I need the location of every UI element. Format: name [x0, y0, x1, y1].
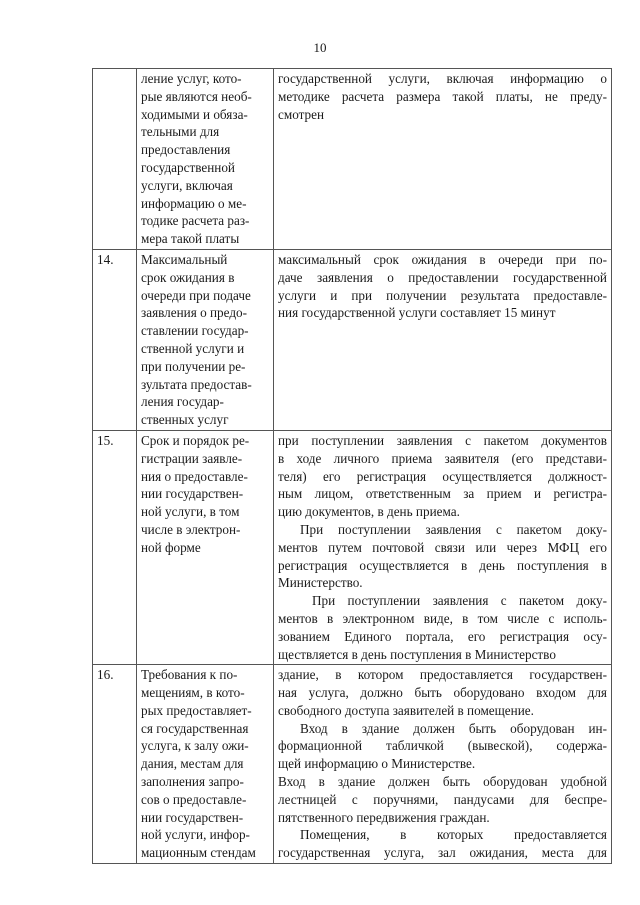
name-line: при получении ре- — [141, 358, 246, 374]
name-line: ной услуги, в том — [141, 504, 240, 520]
text-line: ществляется в день поступления в Министерство — [278, 646, 556, 662]
name-line: заполнения запро- — [141, 774, 244, 790]
requirement-text — [274, 665, 612, 864]
name-line: мационным стендам — [141, 845, 256, 861]
name-line: заявления о предо- — [141, 305, 248, 321]
text-line: свободного доступа заявителей в помещение. — [278, 702, 534, 718]
name-line: информацию о ме- — [141, 195, 247, 211]
text-line: государственной услуги, включая информацию о — [278, 71, 607, 86]
requirement-text — [274, 69, 612, 250]
name-line: сов о предоставле- — [141, 791, 247, 807]
text-line: Вход в здание должен быть оборудован ин- — [300, 720, 607, 736]
row-number: 16. — [93, 665, 137, 864]
text-line: лестницей с поручнями, пандусами для беспре- — [278, 791, 607, 807]
name-line: ся государственная — [141, 720, 249, 736]
name-line: очереди при подаче — [141, 287, 251, 303]
name-line: предоставления — [141, 142, 231, 158]
text-line: ная услуга, должно быть оборудовано входом для — [278, 685, 607, 701]
text-line: щей информацию о Министерстве. — [278, 756, 476, 772]
name-line: нии государствен- — [141, 486, 244, 502]
name-line: Срок и порядок ре- — [141, 432, 250, 448]
text-line: государственная услуга, зал ожидания, места для — [278, 845, 607, 861]
text-line: При поступлении заявления с пакетом доку- — [300, 521, 607, 537]
name-line: числе в электрон- — [141, 521, 241, 537]
text-line: здание, в котором предоставляется государствен- — [278, 667, 607, 683]
name-line: ления государ- — [141, 394, 224, 410]
name-line: рые являются необ- — [141, 88, 252, 104]
text-line: ным лицом, ответственным за прием и регистра- — [278, 486, 607, 502]
text-line: регистрация осуществляется в день поступления в — [278, 557, 607, 573]
text-line: При поступлении заявления с пакетом доку- — [312, 593, 607, 609]
page-number: 10 — [313, 40, 327, 55]
name-line: гистрации заявле- — [141, 450, 243, 466]
services-table — [92, 68, 612, 864]
text-line: при поступлении заявления с пакетом документов — [278, 432, 607, 448]
text-line: Помещения, в которых предоставляется — [300, 827, 607, 843]
requirement-text — [274, 249, 612, 430]
text-line: формационной табличкой (вывеской), содержа- — [278, 738, 607, 754]
text-line: зованием Единого портала, его регистрация осу- — [278, 628, 607, 644]
name-line: государственной — [141, 159, 235, 175]
requirement-name — [137, 665, 274, 864]
name-line: нии государствен- — [141, 809, 244, 825]
requirement-name — [137, 69, 274, 250]
name-line: ственной услуги и — [141, 340, 245, 356]
text-line: ния государственной услуги составляет 15 минут — [278, 305, 556, 321]
name-line: дания, местам для — [141, 756, 244, 772]
requirement-name — [137, 430, 274, 664]
text-line: ментов в электронном виде, в том числе с исполь- — [278, 610, 607, 626]
row-number: 15. — [93, 430, 137, 664]
text-line: максимальный срок ожидания в очереди при по- — [278, 251, 607, 267]
text-line: пятственного передвижения граждан. — [278, 809, 490, 825]
text-line: Вход в здание должен быть оборудован удобной — [278, 774, 607, 790]
name-line: мещениям, в кото- — [141, 685, 245, 701]
text-line: ментов путем почтовой связи или через МФЦ его — [278, 539, 607, 555]
text-line: методике расчета размера такой платы, не преду- — [278, 88, 607, 104]
name-line: ходимыми и обяза- — [141, 106, 248, 122]
name-line: тодике расчета раз- — [141, 213, 250, 229]
name-line: рых предоставляет- — [141, 702, 252, 718]
table-row — [93, 430, 612, 664]
text-line: теля) его регистрация осуществляется должност- — [278, 468, 607, 484]
name-line: ной форме — [141, 539, 201, 555]
text-line: цию документов, в день приема. — [278, 504, 460, 520]
table-row — [93, 665, 612, 864]
row-number: 14. — [93, 249, 137, 430]
requirement-text — [274, 430, 612, 664]
name-line: услуги, включая — [141, 177, 233, 193]
table-row — [93, 249, 612, 430]
name-line: мера такой платы — [141, 231, 240, 247]
name-line: ния о предоставле- — [141, 468, 248, 484]
text-line: услуги и при получении результата предоставле- — [278, 287, 607, 303]
name-line: услуга, к залу ожи- — [141, 738, 249, 754]
name-line: срок ожидания в — [141, 269, 235, 285]
requirement-name — [137, 249, 274, 430]
name-line: тельными для — [141, 124, 220, 140]
name-line: ственных услуг — [141, 412, 229, 428]
name-line: Требования к по- — [141, 667, 238, 683]
row-number — [93, 69, 137, 250]
name-line: ление услуг, кото- — [141, 71, 242, 86]
table-row — [93, 69, 612, 250]
name-line: ставлении государ- — [141, 323, 249, 339]
text-line: Министерство. — [278, 575, 363, 591]
name-line: Максимальный — [141, 251, 228, 267]
name-line: зультата предостав- — [141, 376, 252, 392]
text-line: даче заявления о предоставлении государственной — [278, 269, 607, 285]
text-line: в ходе личного приема заявителя (его представи- — [278, 450, 607, 466]
text-line: смотрен — [278, 106, 325, 122]
name-line: ной услуги, инфор- — [141, 827, 250, 843]
